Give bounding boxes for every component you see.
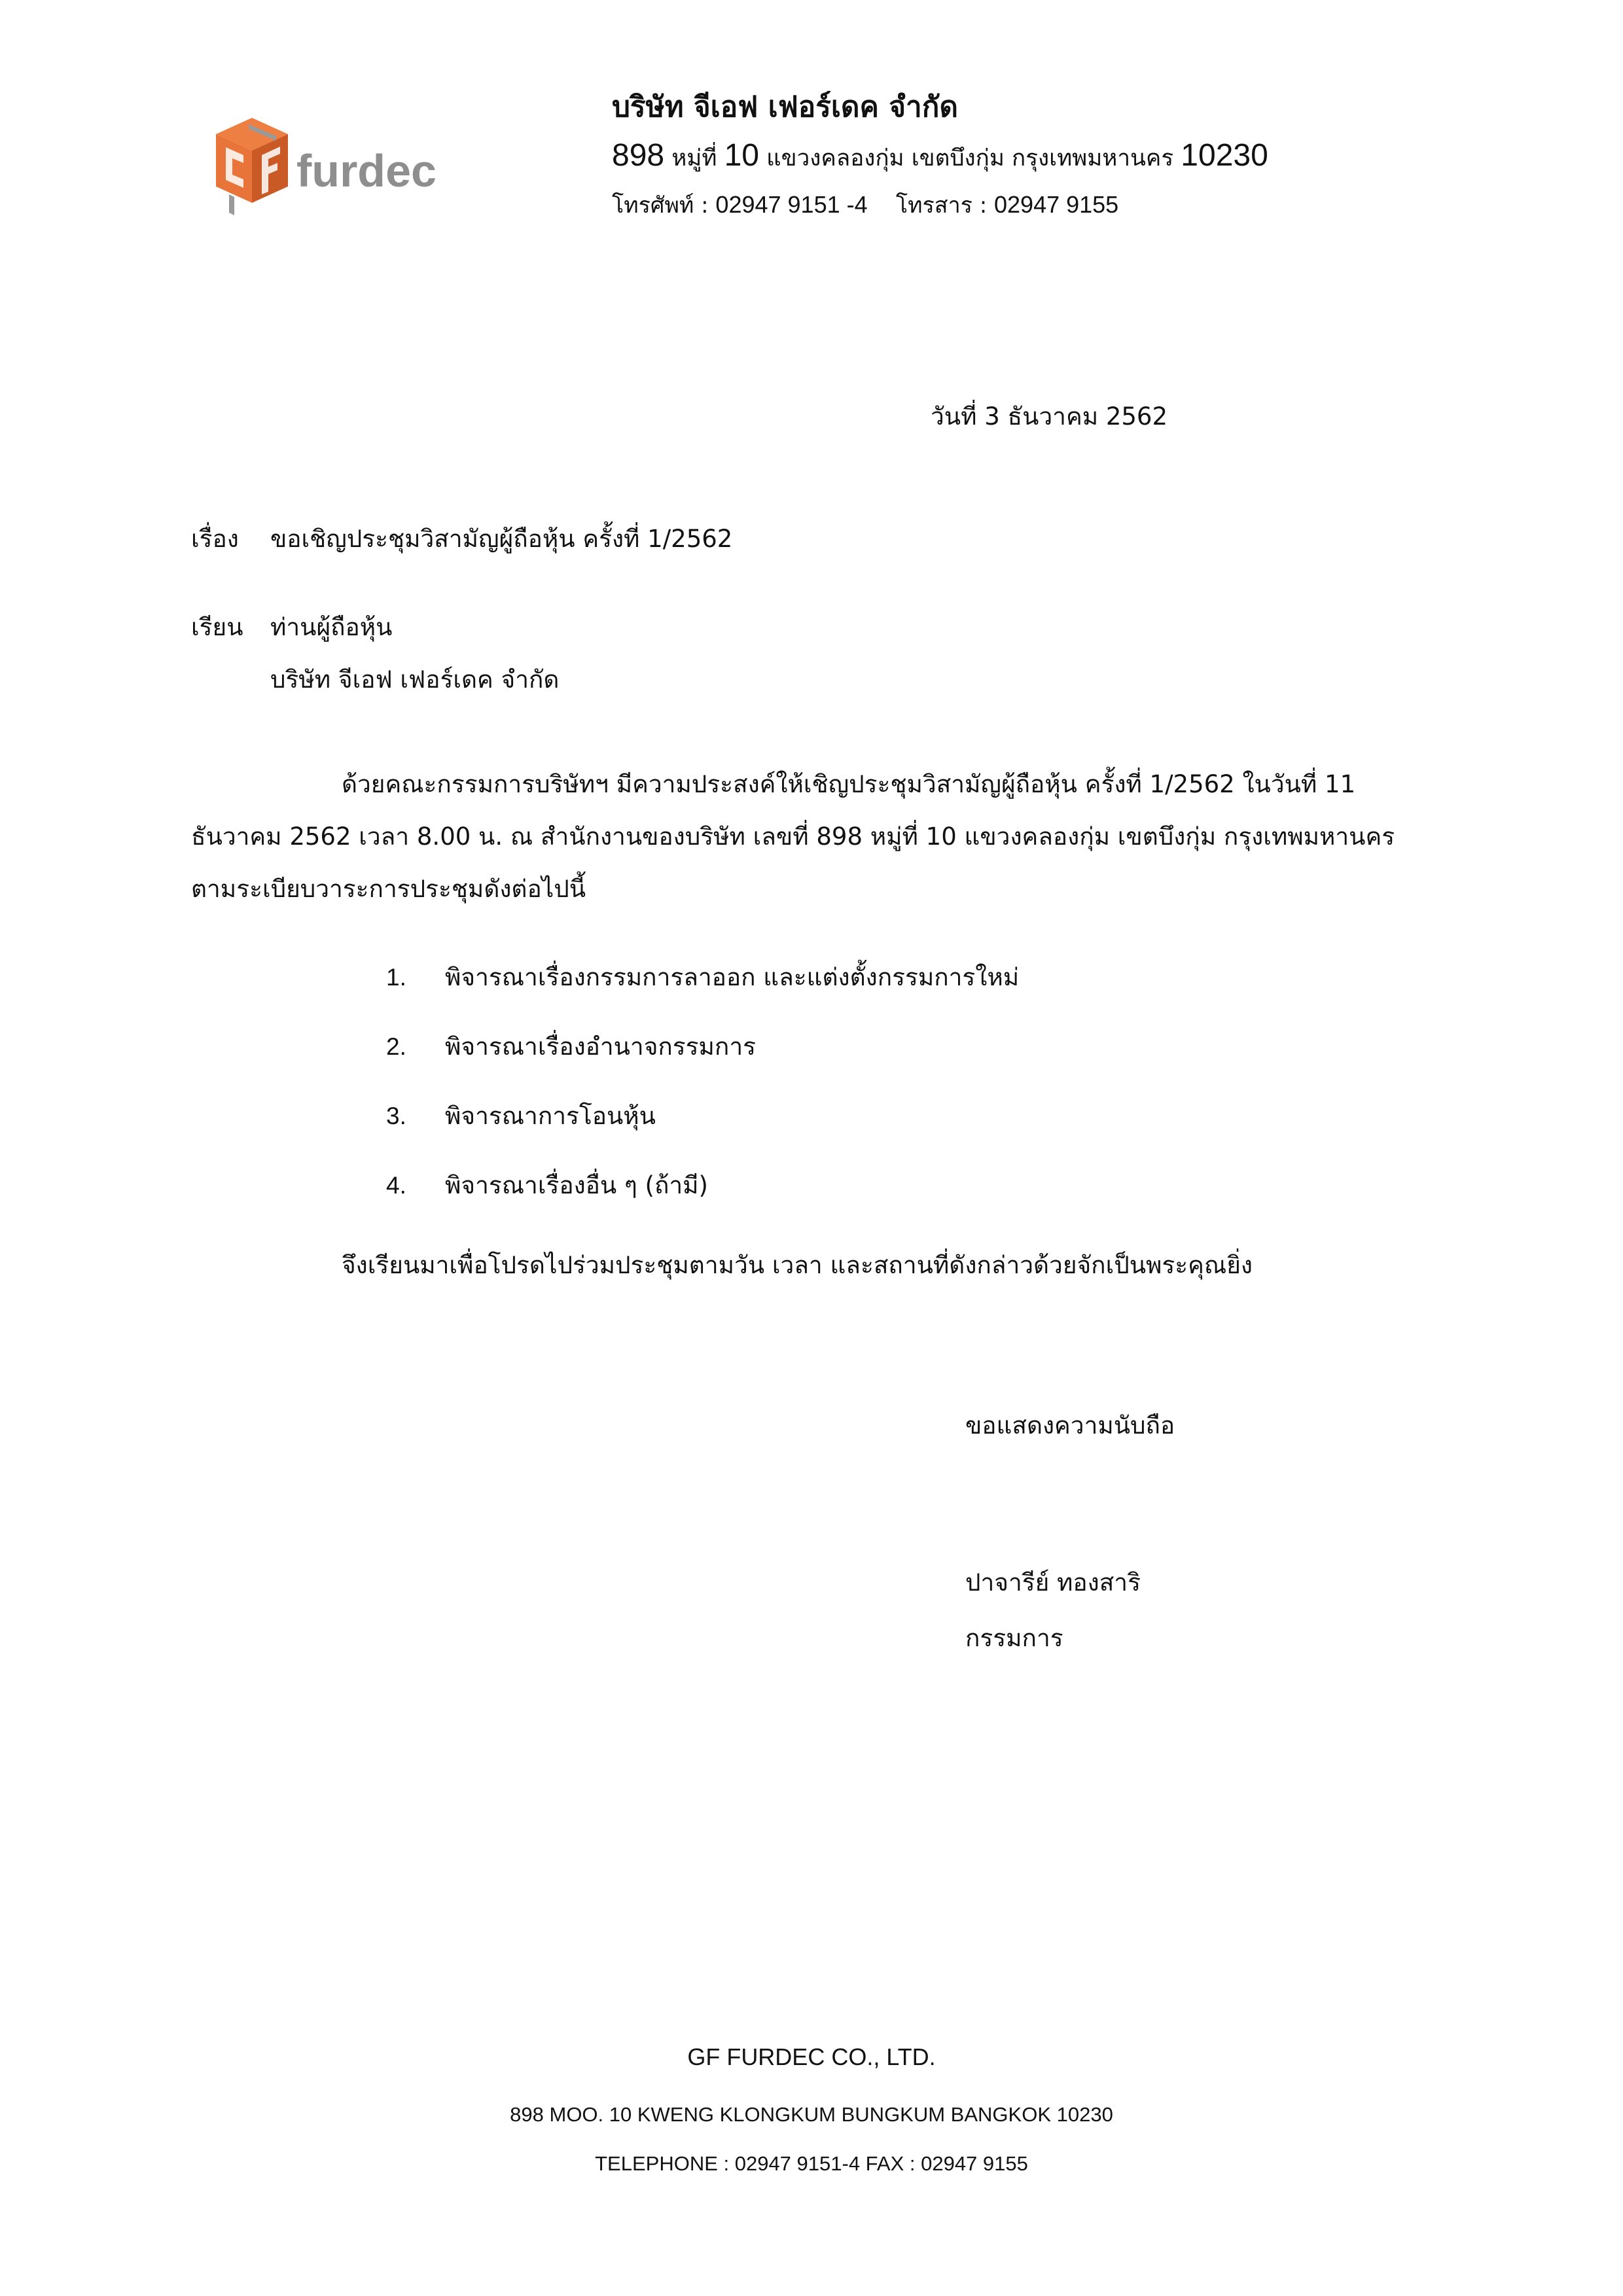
company-address	[612, 137, 1268, 176]
address-postcode: 10230	[1181, 138, 1268, 173]
address-moo: 10	[724, 138, 759, 173]
address-number: 898	[612, 138, 665, 173]
paragraph-line: ธันวาคม 2562 เวลา 8.00 น. ณ สำนักงานของบริษัท เลขที่ 898 หมู่ที่ 10 แขวงคลองกุ่ม เขตบึงกุ่ม กรุงเทพมหานคร	[191, 822, 1395, 851]
paragraph-line: ด้วยคณะกรรมการบริษัทฯ มีความประสงค์ให้เชิญประชุมวิสามัญผู้ถือหุ้น ครั้งที่ 1/2562 ในวันที่ 11	[342, 770, 1356, 798]
agenda-item	[386, 1173, 1019, 1243]
agenda-text: พิจารณาเรื่องกรรมการลาออก และแต่งตั้งกรรมการใหม่	[445, 963, 1020, 991]
subject-label: เรื่อง	[191, 525, 239, 553]
footer-company: GF FURDEC CO., LTD.	[687, 2043, 936, 2070]
footer-address: 898 MOO. 10 KWENG KLONGKUM BUNGKUM BANGKOK 10230	[510, 2103, 1113, 2126]
company-name-th: บริษัท จีเอฟ เฟอร์เดค จำกัด	[612, 90, 958, 124]
agenda-number: 1.	[386, 964, 406, 991]
logo-wordmark: furdec	[296, 145, 437, 196]
subject-text: ขอเชิญประชุมวิสามัญผู้ถือหุ้น ครั้งที่ 1/2562	[270, 525, 733, 553]
closing-sentence: จึงเรียนมาเพื่อโปรดไปร่วมประชุมตามวัน เวลา และสถานที่ดังกล่าวด้วยจักเป็นพระคุณยิ่ง	[342, 1251, 1253, 1279]
phone-number: 02947 9151 -4	[715, 191, 868, 218]
signer-name: ปาจารีย์ ทองสาริ	[965, 1568, 1141, 1597]
signer-title: กรรมการ	[965, 1624, 1063, 1652]
agenda-number: 4.	[386, 1172, 406, 1199]
agenda-text: พิจารณาการโอนหุ้น	[445, 1102, 656, 1130]
recipient: ท่านผู้ถือหุ้น	[270, 613, 393, 641]
recipient-label: เรียน	[191, 613, 243, 641]
agenda-item	[386, 965, 1019, 1034]
agenda-list	[386, 965, 1019, 1243]
fax-number: 02947 9155	[994, 191, 1119, 218]
address-moo-label: หมู่ที่	[671, 145, 717, 171]
letter-date: วันที่ 3 ธันวาคม 2562	[931, 402, 1168, 431]
agenda-item	[386, 1104, 1019, 1173]
invitation-paragraph	[191, 772, 1441, 929]
agenda-number: 2.	[386, 1033, 406, 1060]
agenda-text: พิจารณาเรื่องอื่น ๆ (ถ้ามี)	[445, 1171, 708, 1199]
fax-label: โทรสาร :	[895, 192, 988, 219]
recipient-company: บริษัท จีเอฟ เฟอร์เดค จำกัด	[270, 665, 560, 694]
paragraph-line: ตามระเบียบวาระการประชุมดังต่อไปนี้	[191, 875, 586, 903]
agenda-text: พิจารณาเรื่องอำนาจกรรมการ	[445, 1033, 756, 1061]
phone-label: โทรศัพท์ :	[612, 192, 709, 219]
complimentary-close: ขอแสดงความนับถือ	[965, 1411, 1175, 1439]
footer-contact: TELEPHONE : 02947 9151-4 FAX : 02947 9155	[595, 2152, 1028, 2175]
company-logo	[203, 115, 438, 232]
agenda-number: 3.	[386, 1103, 406, 1129]
address-text: แขวงคลองกุ่ม เขตบึงกุ่ม กรุงเทพมหานคร	[766, 145, 1174, 171]
agenda-item	[386, 1034, 1019, 1104]
company-contact	[612, 187, 1118, 222]
